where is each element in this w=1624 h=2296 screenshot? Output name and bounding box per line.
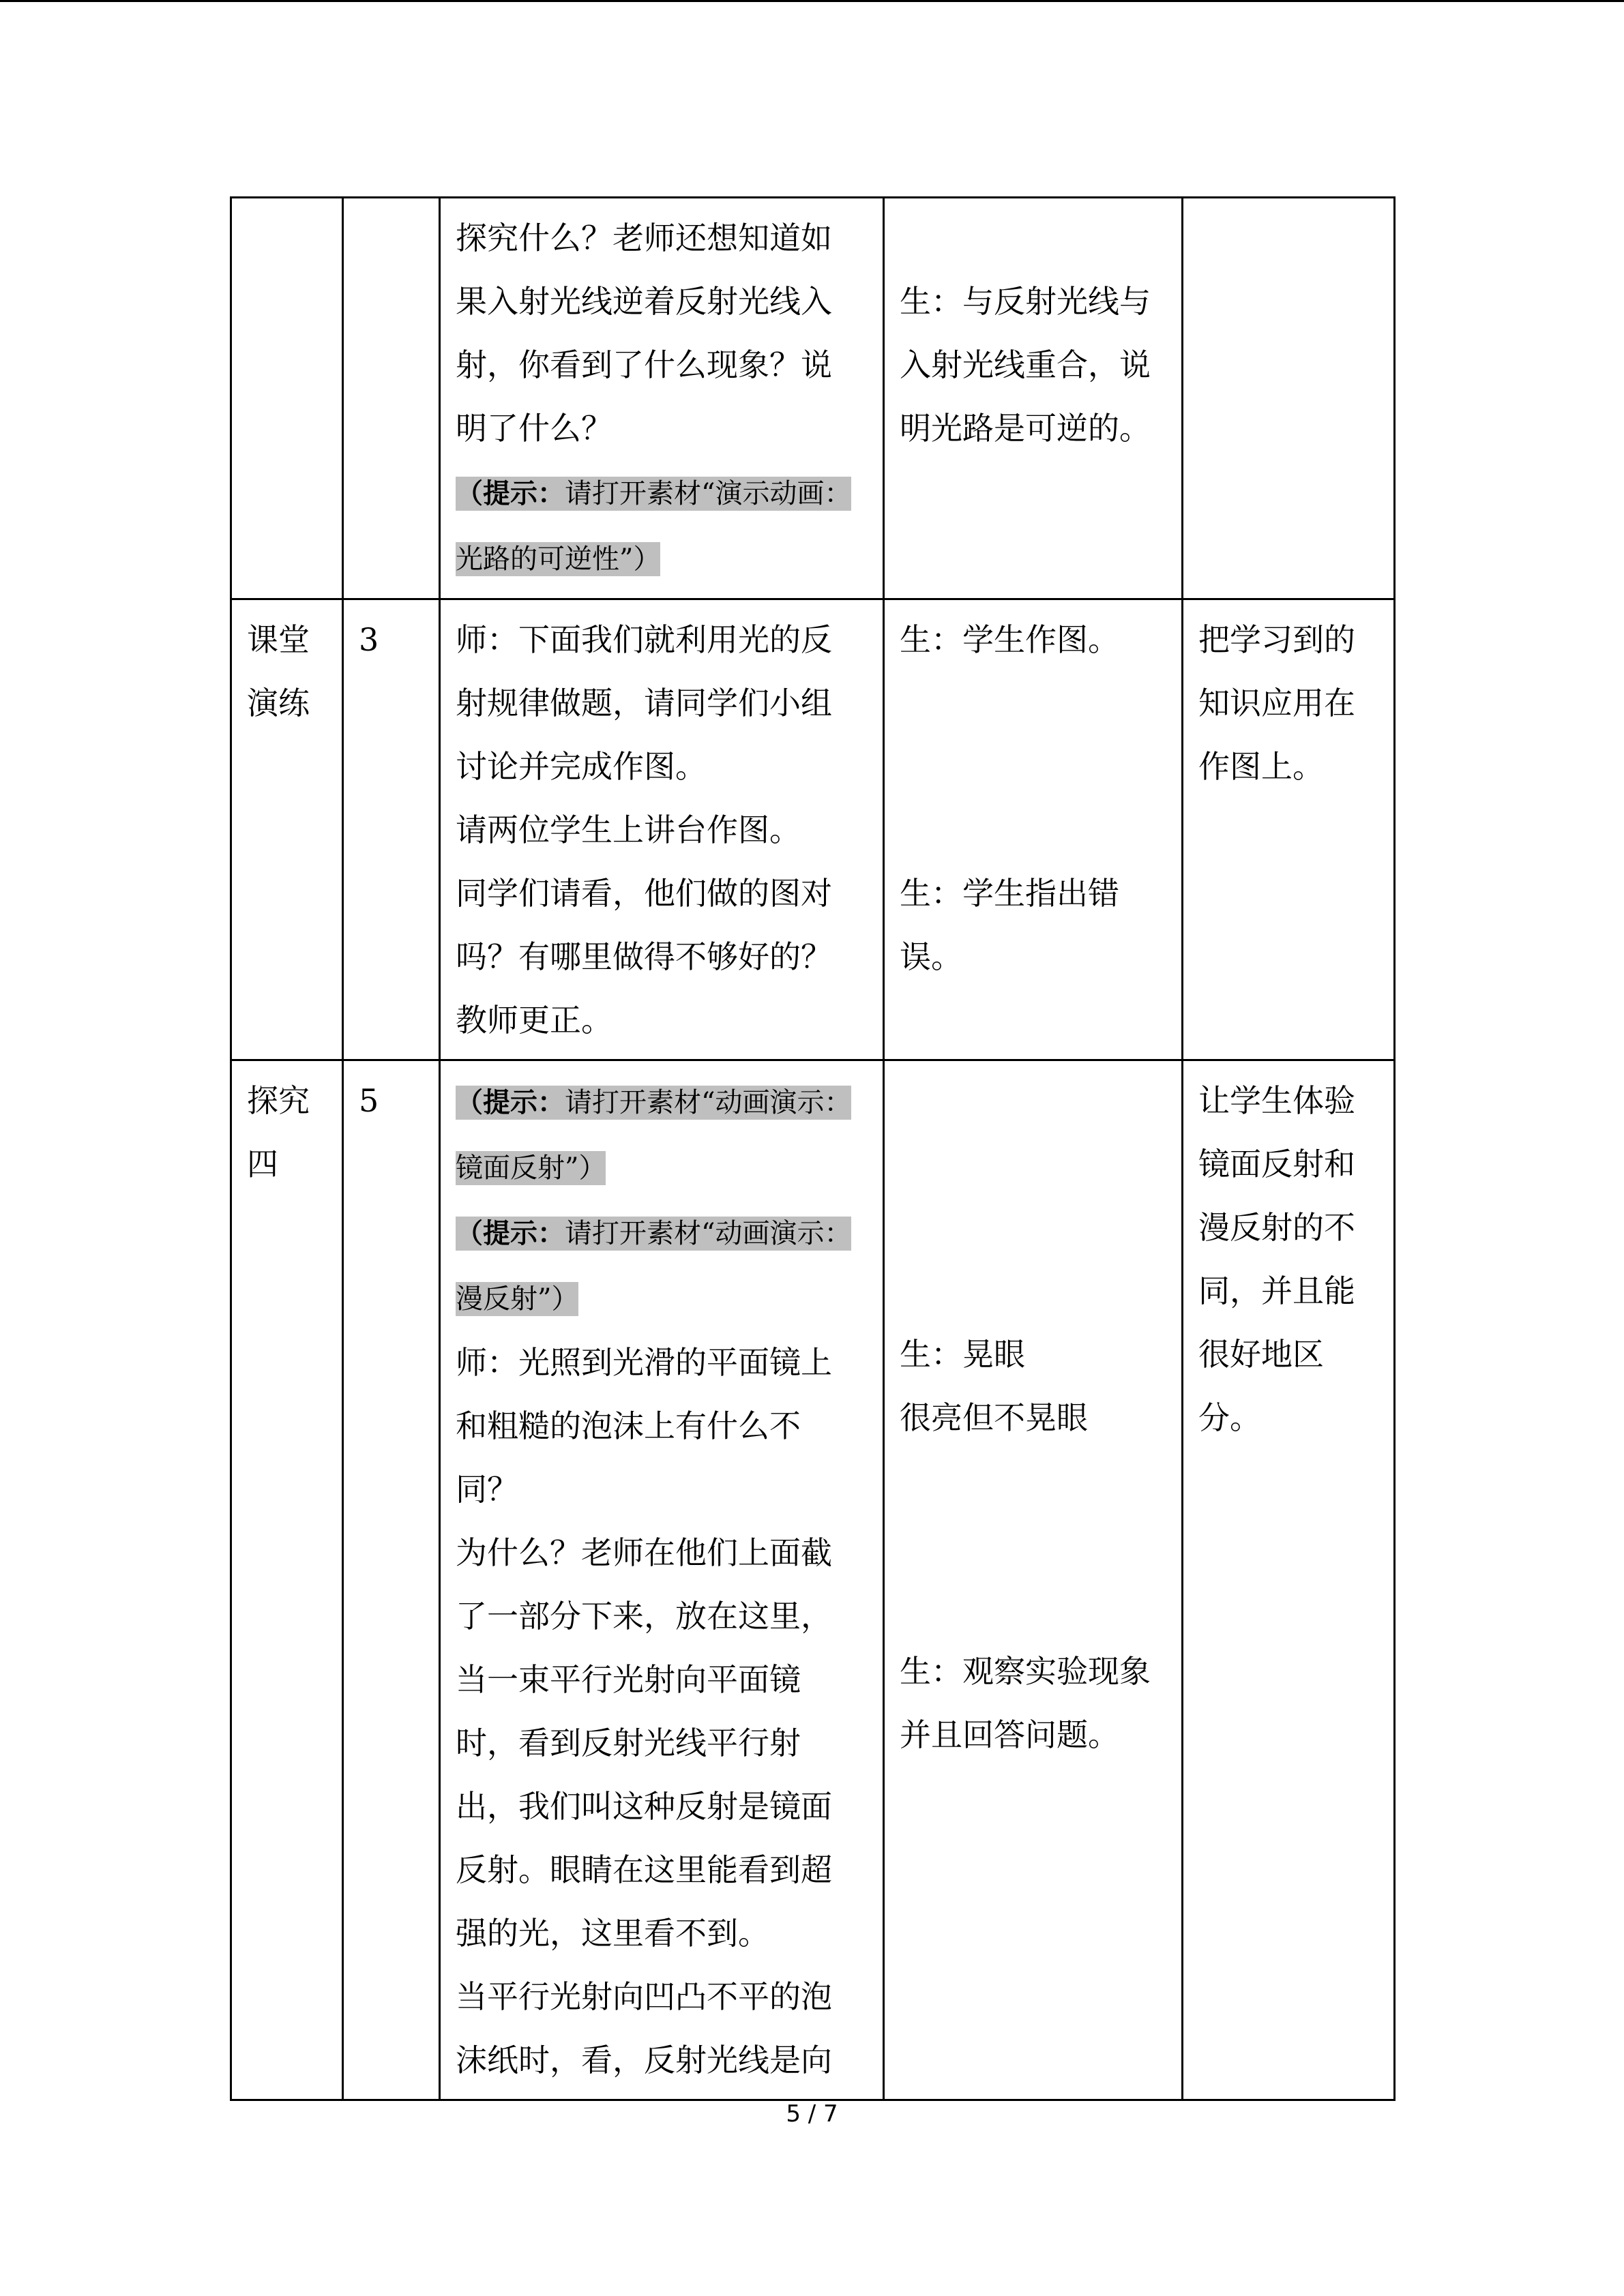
material-hint-line	[456, 1266, 868, 1331]
blank-line	[900, 1513, 1166, 1577]
design-intent-cell	[1183, 198, 1395, 599]
cell-line: 和粗糙的泡沫上有什么不	[456, 1407, 801, 1444]
blank-line	[900, 1577, 1166, 1640]
teacher-activity-cell	[440, 1060, 884, 2100]
cell-line: 吗？有哪里做得不够好的？	[456, 938, 832, 975]
cell-line: 分。	[1198, 1399, 1261, 1436]
material-hint-line	[456, 1200, 868, 1266]
page-top-border	[0, 0, 1624, 2]
student-activity-cell	[884, 1060, 1183, 2100]
cell-line: 生：观察实验现象	[900, 1653, 1151, 1690]
cell-line: 生：晃眼	[900, 1336, 1025, 1373]
material-hint	[456, 1282, 578, 1316]
cell-line: 镜面反射和	[1198, 1146, 1355, 1182]
material-hint	[456, 1217, 851, 1251]
cell-line: 明光路是可逆的。	[900, 410, 1151, 447]
table-row	[231, 198, 1395, 599]
cell-line: 四	[247, 1146, 278, 1182]
hint-text: 光路的可逆性”）	[456, 543, 661, 575]
cell-line: 让学生体验	[1198, 1082, 1355, 1119]
blank-line	[900, 672, 1166, 735]
material-hint	[456, 542, 660, 576]
cell-line: 了一部分下来，放在这里，	[456, 1598, 832, 1635]
minutes-cell: 5	[343, 1060, 440, 2100]
hint-text: 请打开素材“演示动画：	[565, 478, 852, 509]
blank-line	[900, 1196, 1166, 1259]
cell-line: 很亮但不晃眼	[900, 1399, 1088, 1436]
teacher-activity-cell	[440, 198, 884, 599]
material-hint-line	[456, 460, 868, 526]
cell-line: 生：学生作图。	[900, 621, 1119, 658]
cell-line: 当平行光射向凹凸不平的泡	[456, 1978, 832, 2015]
table-row	[231, 599, 1395, 1060]
cell-line: 并且回答问题。	[900, 1716, 1119, 1753]
cell-line: 漫反射的不	[1198, 1209, 1355, 1246]
blank-line	[900, 735, 1166, 799]
hint-text: 漫反射”）	[456, 1283, 579, 1315]
cell-line: 请两位学生上讲台作图。	[456, 811, 801, 848]
cell-line: 射规律做题，请同学们小组	[456, 685, 832, 721]
material-hint	[456, 1151, 606, 1185]
blank-line	[900, 207, 1166, 270]
cell-line: 强的光，这里看不到。	[456, 1915, 769, 1952]
design-intent-cell	[1183, 1060, 1395, 2100]
minutes-cell: 3	[343, 599, 440, 1060]
cell-line: 沫纸时，看，反射光线是向	[456, 2042, 832, 2078]
hint-text: 镜面反射”）	[456, 1152, 606, 1184]
section-cell	[231, 599, 343, 1060]
material-hint-line	[456, 1135, 868, 1200]
section-cell	[231, 1060, 343, 2100]
blank-line	[900, 1133, 1166, 1196]
hint-prefix: （提示：	[456, 1086, 565, 1118]
hint-prefix: （提示：	[456, 1217, 565, 1249]
page-number: 5 / 7	[786, 2100, 838, 2128]
cell-line: 入射光线重合，说	[900, 346, 1151, 383]
cell-line: 出，我们叫这种反射是镜面	[456, 1788, 832, 1825]
cell-line: 课堂	[247, 621, 310, 658]
cell-line: 师：光照到光滑的平面镜上	[456, 1344, 832, 1381]
material-hint-line	[456, 526, 868, 591]
cell-line: 同学们请看，他们做的图对	[456, 875, 832, 912]
material-hint-line	[456, 1069, 868, 1135]
cell-line: 知识应用在	[1198, 685, 1355, 721]
cell-line: 师：下面我们就利用光的反	[456, 621, 832, 658]
cell-line: 演练	[247, 685, 310, 721]
cell-line: 作图上。	[1198, 748, 1324, 785]
cell-line: 生：学生指出错	[900, 875, 1119, 912]
material-hint	[456, 477, 851, 511]
cell-line: 明了什么？	[456, 410, 612, 447]
blank-line	[900, 1450, 1166, 1513]
teacher-activity-cell	[440, 599, 884, 1060]
cell-line: 时，看到反射光线平行射	[456, 1725, 801, 1761]
student-activity-cell	[884, 599, 1183, 1060]
blank-line	[900, 1259, 1166, 1323]
hint-prefix: （提示：	[456, 477, 565, 509]
cell-line: 反射。眼睛在这里能看到超	[456, 1851, 832, 1888]
cell-line: 同，并且能	[1198, 1272, 1355, 1309]
cell-line: 果入射光线逆着反射光线入	[456, 283, 832, 320]
table-row	[231, 1060, 1395, 2100]
lesson-plan-table	[230, 196, 1396, 2101]
material-hint	[456, 1086, 851, 1120]
hint-text: 请打开素材“动画演示：	[565, 1218, 852, 1249]
cell-line: 很好地区	[1198, 1336, 1324, 1373]
cell-line: 讨论并完成作图。	[456, 748, 707, 785]
cell-line: 同？	[456, 1471, 518, 1508]
cell-line: 射，你看到了什么现象？说	[456, 346, 832, 383]
cell-line: 生：与反射光线与	[900, 283, 1151, 320]
minutes-cell	[343, 198, 440, 599]
cell-line: 探究什么？老师还想知道如	[456, 220, 832, 256]
cell-line: 当一束平行光射向平面镜	[456, 1661, 801, 1698]
design-intent-cell	[1183, 599, 1395, 1060]
student-activity-cell	[884, 198, 1183, 599]
cell-line: 误。	[900, 938, 962, 975]
section-cell	[231, 198, 343, 599]
cell-line: 为什么？老师在他们上面截	[456, 1534, 832, 1571]
cell-line: 教师更正。	[456, 1002, 612, 1039]
hint-text: 请打开素材“动画演示：	[565, 1087, 852, 1118]
blank-line	[900, 799, 1166, 862]
cell-line: 把学习到的	[1198, 621, 1355, 658]
blank-line	[900, 1069, 1166, 1133]
cell-line: 探究	[247, 1082, 310, 1119]
